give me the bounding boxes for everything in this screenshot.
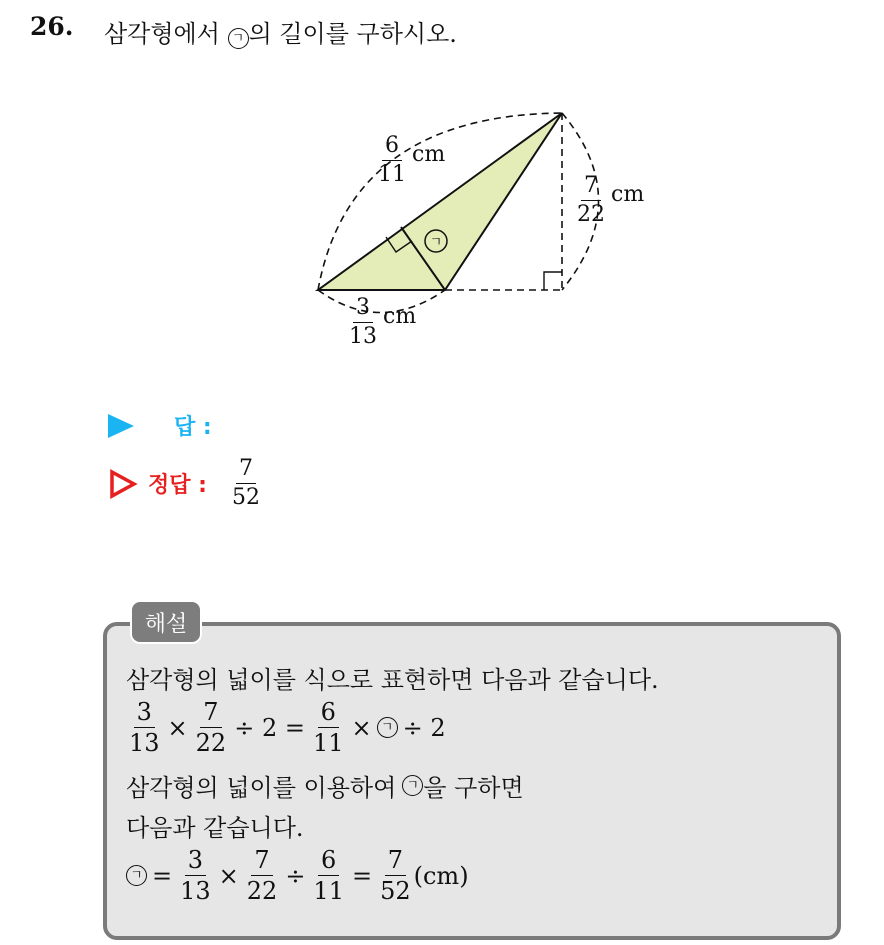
eq2-div: ÷ <box>285 861 306 890</box>
question-text <box>104 14 457 49</box>
triangle-figure <box>290 95 670 365</box>
question-text-after: 의 길이를 구하시오. <box>248 20 457 48</box>
eq1-fraction-1 <box>126 700 163 755</box>
eq1-times: × <box>167 713 188 742</box>
height-marker-text: ㄱ <box>429 235 443 250</box>
line2-after: 을 구하면 <box>423 774 524 802</box>
eq2-fraction-1 <box>177 848 214 903</box>
eq2-unit: (cm) <box>413 861 469 890</box>
label-right-unit: cm <box>611 182 645 207</box>
label-right-length <box>574 175 644 226</box>
eq1-f2-num: 7 <box>200 700 221 728</box>
eq1-f2-den: 22 <box>195 729 227 757</box>
eq1-f1-den: 13 <box>129 729 160 757</box>
label-bottom-length <box>346 297 416 348</box>
eq2-f4-num: 7 <box>385 848 406 876</box>
label-bottom-unit: cm <box>383 304 417 329</box>
correct-num: 7 <box>236 458 256 484</box>
label-bottom-den: 13 <box>349 324 377 349</box>
right-angle-mark-outer <box>544 272 562 290</box>
label-bottom-num: 3 <box>353 297 373 323</box>
eq2-fraction-2 <box>244 848 281 903</box>
eq2-f3-num: 6 <box>318 848 339 876</box>
question-number: 26. <box>30 12 74 41</box>
eq1-div-two-end: ÷ 2 <box>402 713 446 742</box>
eq2-equals: = <box>152 861 173 890</box>
correct-label: 정답 : <box>148 473 207 498</box>
answer-label: 답 : <box>174 415 212 440</box>
label-right-fraction <box>574 175 608 226</box>
eq1-fraction-2 <box>193 700 230 755</box>
solution-equation-2 <box>126 848 469 903</box>
solution-line-1: 삼각형의 넓이를 식으로 표현하면 다음과 같습니다. <box>126 666 659 694</box>
correct-answer-row <box>108 458 263 509</box>
eq1-fraction-3 <box>310 700 347 755</box>
correct-den: 52 <box>231 485 260 510</box>
eq2-fraction-3 <box>310 848 347 903</box>
solution-tab: 해설 <box>130 600 202 644</box>
solution-line-3: 다음과 같습니다. <box>126 814 304 842</box>
outline-arrow-icon <box>108 469 138 499</box>
eq2-equals-2: = <box>351 861 373 890</box>
eq2-f2-den: 22 <box>246 877 278 905</box>
eq1-f3-den: 11 <box>312 729 344 757</box>
label-right-den: 22 <box>577 202 605 227</box>
question-text-before: 삼각형에서 <box>104 20 220 48</box>
marker-giyeok-icon: ㄱ <box>228 28 249 49</box>
solution-line-2 <box>126 768 524 803</box>
eq1-div-two: ÷ 2 = <box>234 713 305 742</box>
eq1-marker-icon: ㄱ <box>377 717 398 738</box>
eq1-f1-num: 3 <box>134 700 155 728</box>
eq1-times-2: × <box>351 713 372 742</box>
eq2-times: × <box>218 861 239 890</box>
eq1-f3-num: 6 <box>318 700 339 728</box>
line2-marker-icon: ㄱ <box>402 775 423 796</box>
eq2-f1-num: 3 <box>185 848 206 876</box>
eq2-f2-num: 7 <box>251 848 272 876</box>
eq2-fraction-4 <box>377 848 414 903</box>
label-top-fraction <box>375 135 409 186</box>
label-right-num: 7 <box>581 175 601 201</box>
correct-fraction <box>229 458 263 509</box>
label-top-unit: cm <box>412 142 446 167</box>
label-bottom-fraction <box>346 297 380 348</box>
solution-equation-1 <box>126 700 451 755</box>
eq2-marker-icon: ㄱ <box>126 865 147 886</box>
label-top-den: 11 <box>378 162 406 187</box>
play-arrow-icon <box>108 414 134 438</box>
eq2-f1-den: 13 <box>180 877 211 905</box>
label-top-num: 6 <box>382 135 402 161</box>
label-top-length <box>375 135 445 186</box>
eq2-f3-den: 11 <box>313 877 344 905</box>
answer-row <box>108 410 212 441</box>
line2-text: 삼각형의 넓이를 이용하여 <box>126 774 397 802</box>
eq2-f4-den: 52 <box>380 877 411 905</box>
